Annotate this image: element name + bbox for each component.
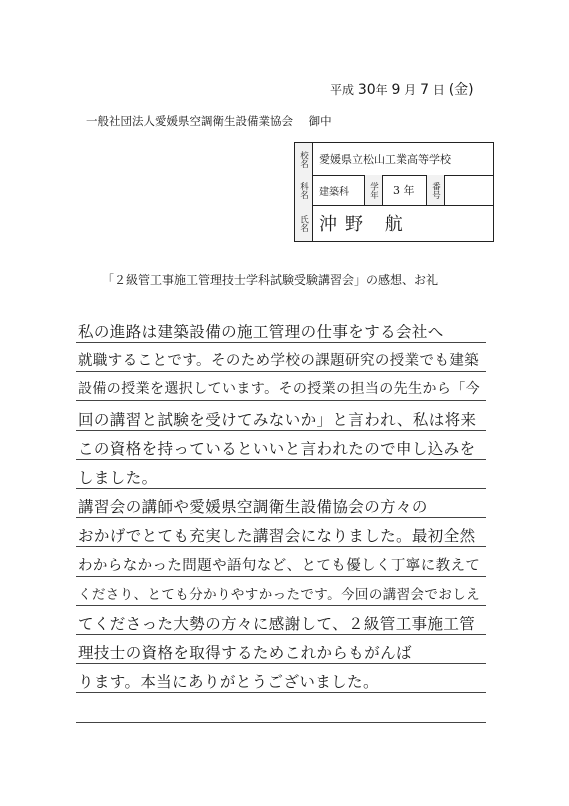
name-label-text: 氏名 (298, 214, 309, 232)
ruled-line (76, 605, 486, 606)
ruled-line (76, 546, 486, 547)
course-value: 建築科 (319, 186, 349, 198)
body-line: 私の進路は建築設備の施工管理の仕事をする会社へ (78, 323, 444, 341)
ruled-line (76, 459, 486, 460)
ruled-line (76, 576, 486, 577)
body-line: てくださった大勢の方々に感謝して、２級管工事施工管 (78, 615, 476, 633)
date-line (330, 79, 474, 99)
body-line: 講習会の講師や愛媛県空調衛生設備協会の方々の (78, 498, 428, 517)
body-line: 就職することです。そのため学校の課題研究の授業でも建築 (78, 353, 480, 370)
body-line: この資格を持っているといいと言われたので申し込みを (78, 439, 476, 458)
course-label-text: 科名 (298, 181, 309, 199)
ruled-line (76, 371, 486, 372)
name-handwriting: 沖野 航 (319, 214, 411, 235)
date-day: 7 (420, 82, 430, 98)
body-line: ります。本当にありがとうございました。 (78, 673, 379, 692)
date-day-unit: 日 (432, 83, 445, 97)
ruled-line (76, 722, 486, 723)
student-info-box (294, 142, 494, 242)
body-line: 回の講習と試験を受けてみないか」と言われ、私は将来 (78, 410, 477, 429)
course-label (295, 175, 313, 205)
number-label (426, 175, 445, 205)
addressee-honorific: 御中 (308, 114, 332, 128)
date-year: 30 (357, 82, 376, 98)
name-value (319, 205, 411, 241)
school-label-text: 校名 (298, 150, 309, 168)
date-weekday: (金) (448, 82, 474, 98)
addressee-organization: 一般社団法人愛媛県空調衛生設備業協会 (86, 114, 293, 128)
name-label (295, 205, 313, 241)
body-line: 理技士の資格を取得するためこれからもがんば (78, 644, 412, 663)
ruled-line (76, 634, 486, 635)
body-line: しました。 (78, 469, 158, 487)
addressee (86, 113, 332, 129)
ruled-line (76, 692, 486, 693)
date-era: 平成 (330, 83, 355, 97)
ruled-line (76, 488, 486, 489)
number-label-text: 番号 (430, 181, 441, 199)
body-line: くださり、とても分かりやすかったです。今回の講習会でおしえ (78, 586, 481, 603)
info-row-school (295, 143, 493, 176)
ruled-line (76, 342, 486, 343)
grade-label (364, 175, 383, 205)
ruled-line (76, 517, 486, 518)
body-line: わからなかった問題や語句など、とても優しく丁寧に教えて (78, 557, 481, 574)
body-line: おかげでとても充実した講習会になりました。最初全然 (78, 527, 476, 546)
ruled-line (76, 400, 486, 401)
grade-value: 3 年 (393, 184, 415, 197)
grade-label-text: 学年 (368, 181, 379, 199)
ruled-line (76, 663, 486, 664)
date-month: 9 (391, 82, 401, 98)
info-row-name (295, 205, 493, 241)
date-year-unit: 年 (375, 83, 388, 97)
document-title: 「２級管工事施工管理技士学科試験受験講習会」の感想、お礼 (102, 273, 439, 287)
body-line: 設備の授業を選択しています。その授業の担当の先生から「今 (78, 381, 481, 398)
ruled-line (76, 430, 486, 431)
date-month-unit: 月 (404, 83, 417, 97)
info-row-course (295, 175, 493, 206)
school-value: 愛媛県立松山工業高等学校 (319, 153, 451, 166)
school-label (295, 143, 313, 175)
